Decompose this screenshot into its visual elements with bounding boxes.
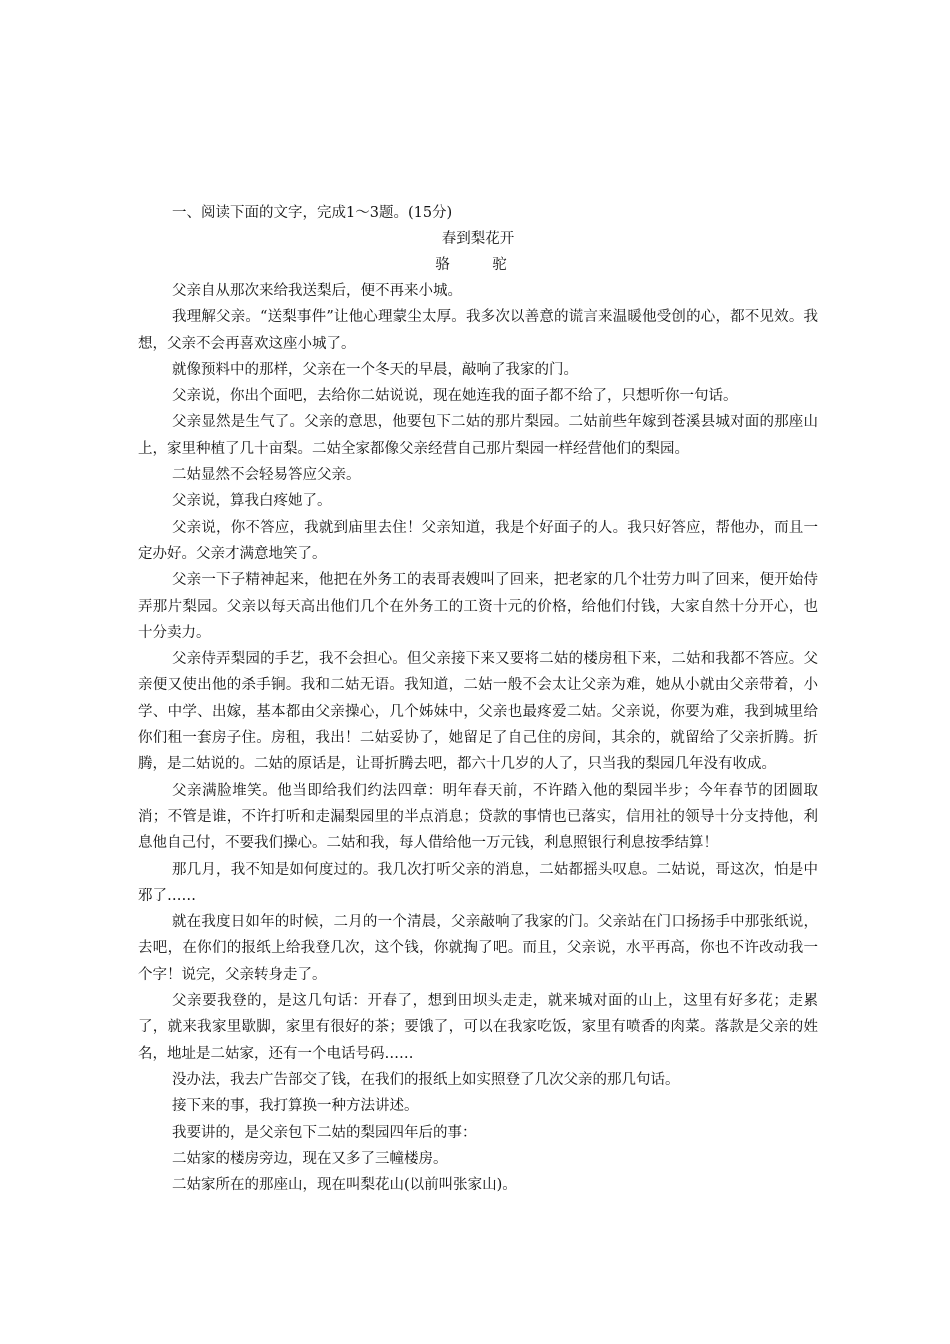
paragraph-18: 二姑家的楼房旁边，现在又多了三幢楼房。 [172, 1150, 448, 1167]
paragraph-13: 就在我度日如年的时候，二月的一个清晨，父亲敲响了我家的门。父亲站在门口扬扬手中那张纸说，去吧，在你们的报纸上给我登几次，这个钱，你就掏了吧。而且，父亲说，水平再高，你也不许改动我一个字！说完，父亲转身走了。 [138, 914, 818, 983]
paragraph-7: 父亲说，算我白疼她了。 [172, 493, 332, 510]
paragraph-3: 就像预料中的那样，父亲在一个冬天的早晨，敲响了我家的门。 [172, 361, 578, 378]
question-header: 一、阅读下面的文字，完成1～3题。(15分) [172, 205, 453, 221]
paragraph-12: 那几月，我不知是如何度过的。我几次打听父亲的消息，二姑都摇头叹息。二姑说，哥这次，怕是中邪了…… [138, 861, 818, 904]
paragraph-17: 我要讲的，是父亲包下二姑的梨园四年后的事： [172, 1124, 477, 1141]
paragraph-2: 我理解父亲。“送梨事件”让他心理蒙尘太厚。我多次以善意的谎言来温暖他受创的心，都不见效。我想，父亲不会再喜欢这座小城了。 [138, 309, 818, 352]
paragraph-8: 父亲说，你不答应，我就到庙里去住！父亲知道，我是个好面子的人。我只好答应，帮他办，而且一定办好。父亲才满意地笑了。 [138, 519, 818, 562]
document-page [138, 200, 818, 1198]
paragraph-5: 父亲显然是生气了。父亲的意思，他要包下二姑的那片梨园。二姑前些年嫁到苍溪县城对面的那座山上，家里种植了几十亩梨。二姑全家都像父亲经营自己那片梨园一样经营他们的梨园。 [138, 414, 818, 457]
paragraph-16: 接下来的事，我打算换一种方法讲述。 [172, 1098, 419, 1115]
paragraph-14: 父亲要我登的，是这几句话：开春了，想到田坝头走走，就来城对面的山上，这里有好多花；走累了，就来我家里歇脚，家里有很好的茶；要饿了，可以在我家吃饭，家里有喷香的肉菜。落款是父亲的姓名，地址是二姑家，还有一个电话号码…… [138, 993, 818, 1062]
paragraph-1: 父亲自从那次来给我送梨后，便不再来小城。 [172, 283, 462, 299]
article-title: 春到梨花开 [441, 231, 515, 247]
paragraph-11: 父亲满脸堆笑。他当即给我们约法四章：明年春天前，不许踏入他的梨园半步；今年春节的团圆取消；不管是谁，不许打听和走漏梨园里的半点消息；贷款的事情也已落实，信用社的领导十分支持他，利息他自己付，不要我们操心。二姑和我，每人借给他一万元钱，利息照银行利息按季结算！ [138, 782, 818, 852]
paragraph-6: 二姑显然不会轻易答应父亲。 [172, 467, 361, 484]
paragraph-15: 没办法，我去广告部交了钱，在我们的报纸上如实照登了几次父亲的那几句话。 [172, 1071, 680, 1088]
article-author: 骆 驼 [435, 257, 521, 273]
paragraph-9: 父亲一下子精神起来，他把在外务工的表哥表嫂叫了回来，把老家的几个壮劳力叫了回来，便开始侍弄那片梨园。父亲以每天高出他们几个在外务工的工资十元的价格，给他们付钱，大家自然十分开心，也十分卖力。 [138, 572, 818, 641]
paragraph-19: 二姑家所在的那座山，现在叫梨花山(以前叫张家山)。 [172, 1177, 517, 1194]
paragraph-10: 父亲侍弄梨园的手艺，我不会担心。但父亲接下来又要将二姑的楼房租下来，二姑和我都不答应。父亲便又使出他的杀手锏。我和二姑无语。我知道，二姑一般不会太让父亲为难，她从小就由父亲带着，小学、中学、出嫁，基本都由父亲操心，几个姊妹中，父亲也最疼爱二姑。父亲说，你要为难，我到城里给你们租一套房子住。房租，我出！二姑妥协了，她留足了自己住的房间，其余的，就留给了父亲折腾。折腾，是二姑说的。二姑的原话是，让哥折腾去吧，都六十几岁的人了，只当我的梨园几年没有收成。 [138, 651, 818, 773]
paragraph-4: 父亲说，你出个面吧，去给你二姑说说，现在她连我的面子都不给了，只想听你一句话。 [172, 388, 738, 405]
